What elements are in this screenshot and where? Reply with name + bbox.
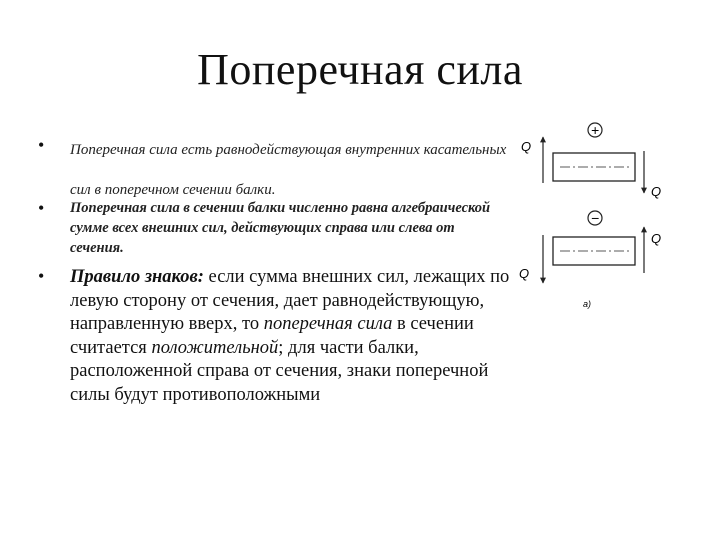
bullet-marker-3: • [38, 266, 45, 286]
bullet-marker-1: • [38, 135, 45, 155]
positive-sign: + [590, 122, 600, 138]
sign-rule-label: Правило знаков: [70, 267, 204, 287]
positive-right-force-label: Q [651, 184, 662, 199]
negative-right-force-label: Q [651, 231, 662, 246]
bullet-2-text: Поперечная сила в сечении балки численно равна алгебраической сумме всех внешних сил, действующих справа или слева от сечения. [70, 200, 491, 256]
sign-rule-term-1: поперечная сила [263, 314, 393, 334]
bullet-1-text: Поперечная сила есть равнодействующая внутренних касательных сил в поперечном сечении балки. [70, 142, 507, 198]
sign-rule-part-3: ; для части балки, расположенной справа от сечения, знаки поперечной силы будут противоположными [70, 337, 489, 405]
diagram-caption: а) [583, 299, 592, 309]
negative-sign: − [590, 210, 600, 226]
positive-case [521, 122, 661, 199]
negative-left-force-label: Q [519, 266, 530, 281]
shear-sign-diagram [505, 115, 685, 315]
bullet-3-text [70, 266, 510, 407]
slide-title: Поперечная сила [197, 45, 523, 94]
negative-case [519, 210, 661, 283]
sign-rule-part-1: если сумма внешних сил, лежащих по левую сторону от сечения, дает равнодействующую, направленную вверх, то [70, 267, 510, 334]
sign-rule-part-2: в сечении считается [70, 314, 474, 358]
bullet-marker-2: • [38, 198, 45, 218]
sign-rule-term-2: положительной [151, 337, 279, 358]
positive-left-force-label: Q [521, 139, 532, 154]
